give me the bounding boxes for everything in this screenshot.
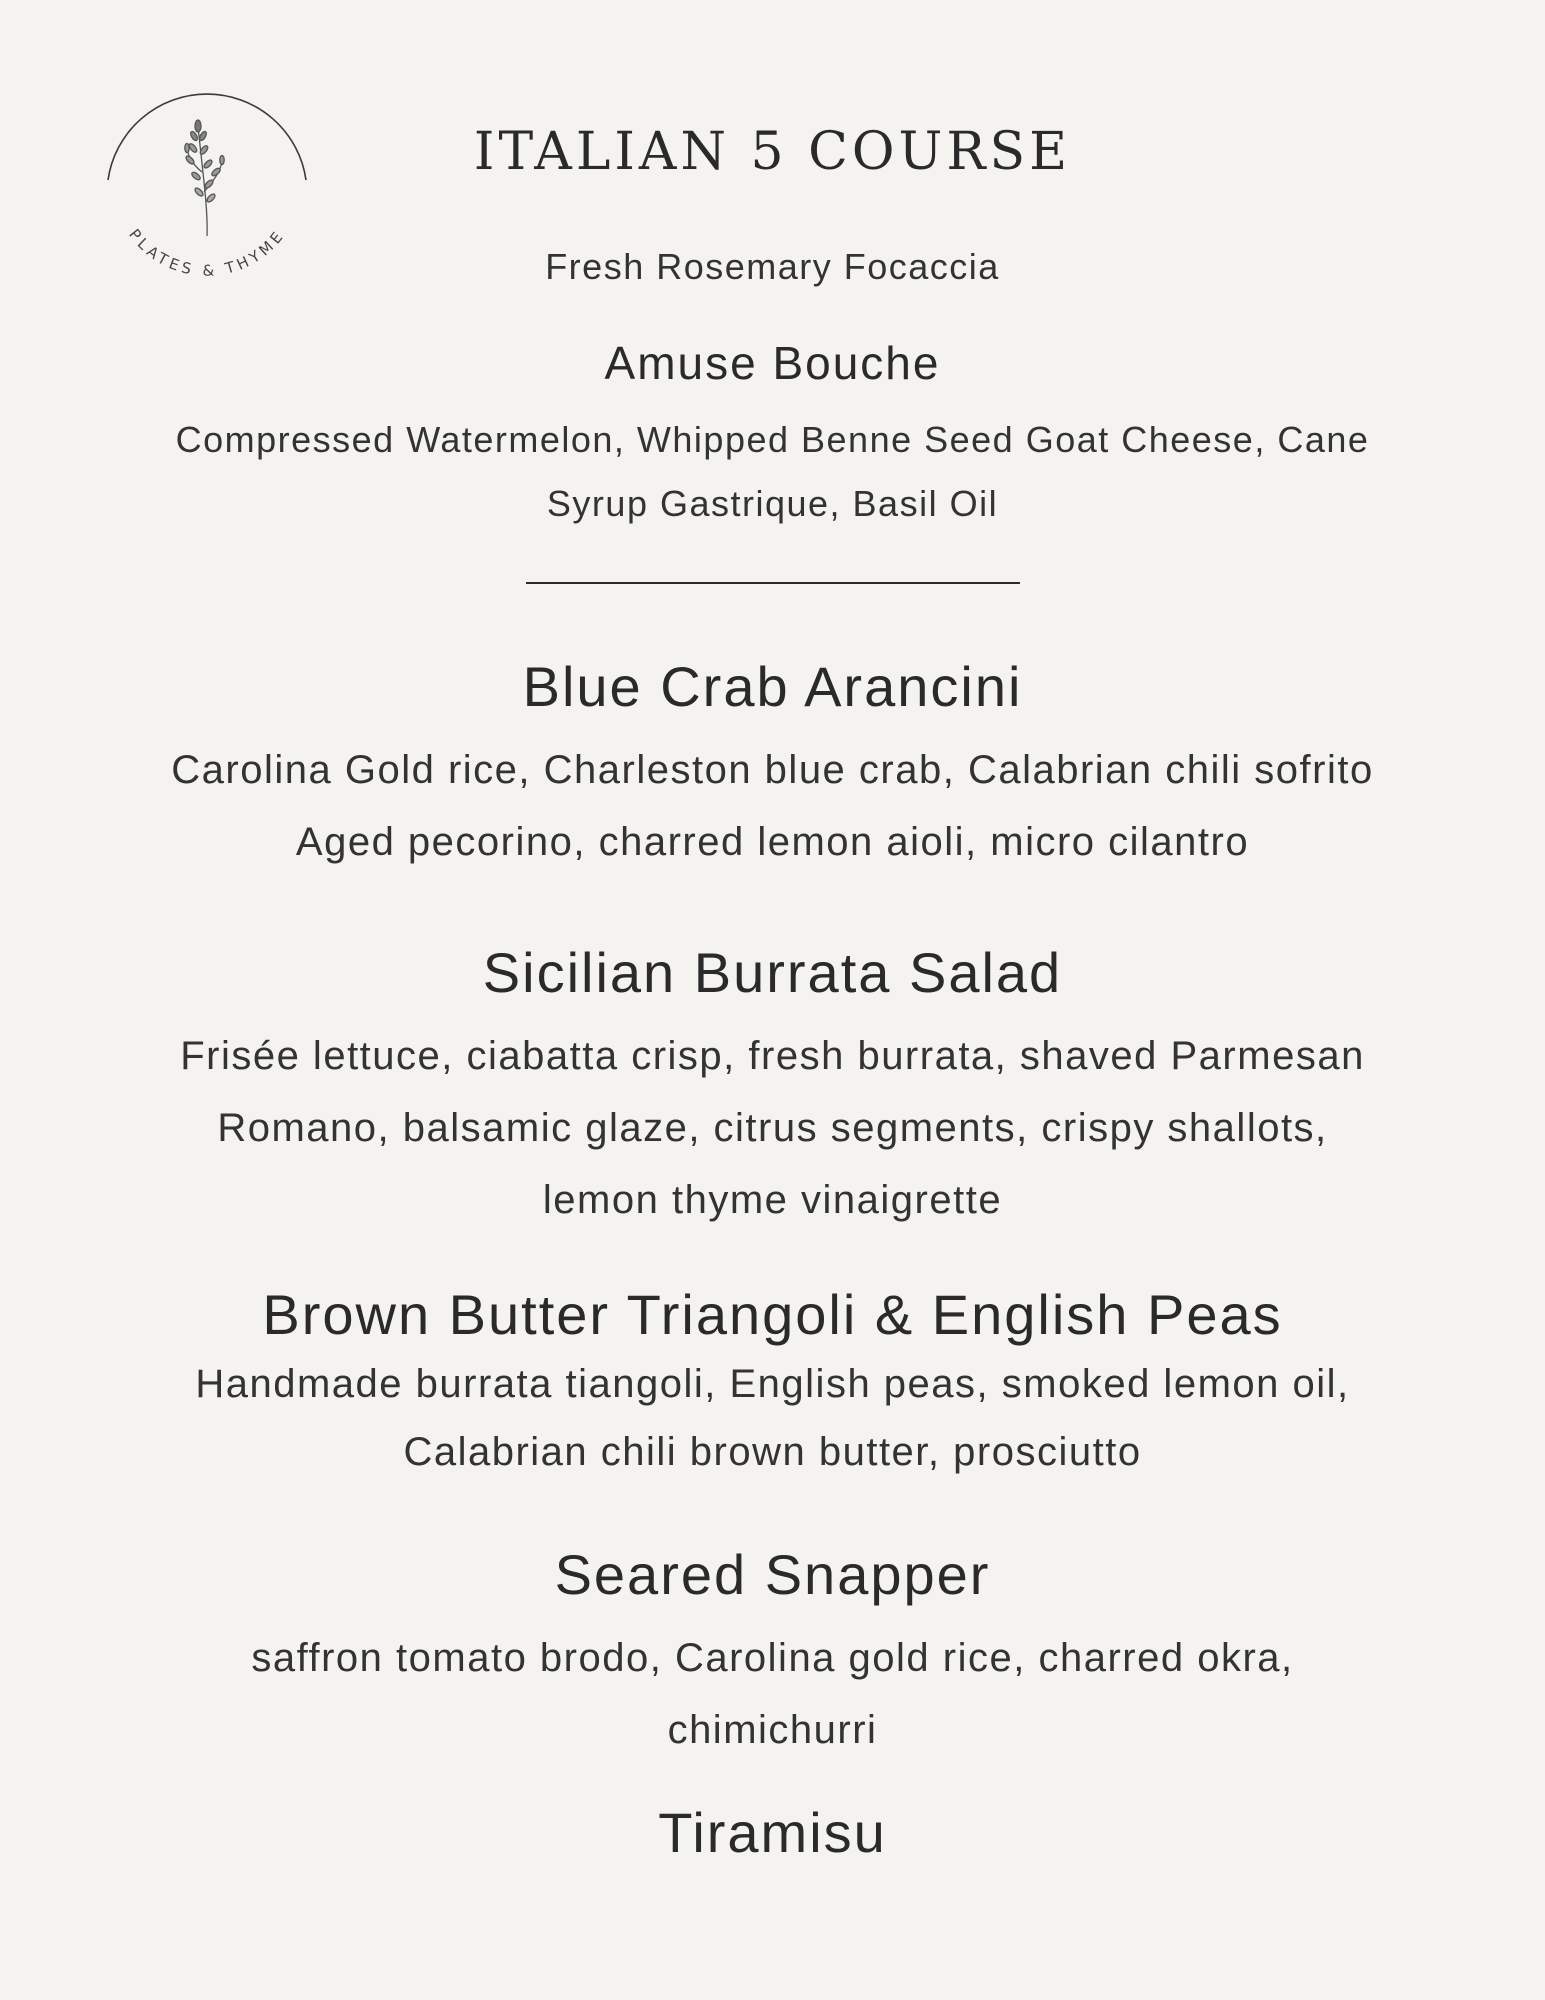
menu-title: ITALIAN 5 COURSE [473, 122, 1072, 182]
description-line: Handmade burrata tiangoli, English peas, smoked lemon oil, [195, 1362, 1350, 1406]
description-line: Calabrian chili brown butter, prosciutto [403, 1430, 1142, 1474]
amuse-bouche-description [120, 408, 1425, 536]
course-name: Blue Crab Arancini [522, 655, 1023, 718]
course-sicilian-burrata-salad [80, 938, 1465, 1236]
course-description [80, 734, 1465, 878]
description-line: Syrup Gastrique, Basil Oil [546, 483, 999, 524]
course-tiramisu [80, 1798, 1465, 1868]
course-name: Sicilian Burrata Salad [482, 941, 1063, 1004]
course-brown-butter-triangoli [80, 1280, 1465, 1486]
course-description [80, 1622, 1465, 1766]
bread-course: Fresh Rosemary Focaccia [545, 246, 1000, 287]
course-seared-snapper [80, 1540, 1465, 1766]
description-line: Romano, balsamic glaze, citrus segments, crispy shallots, [217, 1106, 1328, 1150]
description-line: Frisée lettuce, ciabatta crisp, fresh burrata, shaved Parmesan [180, 1034, 1365, 1078]
course-name: Seared Snapper [554, 1543, 991, 1606]
description-line: lemon thyme vinaigrette [542, 1178, 1003, 1222]
description-line: chimichurri [667, 1708, 878, 1752]
description-line: saffron tomato brodo, Carolina gold rice, charred okra, [251, 1636, 1294, 1680]
description-line: Compressed Watermelon, Whipped Benne Seed Goat Cheese, Cane [175, 419, 1370, 460]
section-divider [526, 582, 1020, 584]
course-description [80, 1350, 1465, 1486]
description-line: Carolina Gold rice, Charleston blue crab, Calabrian chili sofrito [171, 748, 1374, 792]
amuse-bouche-title: Amuse Bouche [604, 337, 941, 389]
course-name: Brown Butter Triangoli & English Peas [262, 1283, 1283, 1346]
course-description [80, 1020, 1465, 1236]
course-blue-crab-arancini [80, 652, 1465, 878]
course-name: Tiramisu [658, 1801, 887, 1864]
description-line: Aged pecorino, charred lemon aioli, micro cilantro [295, 820, 1250, 864]
logo-text: PLATES & THYME [125, 225, 289, 280]
